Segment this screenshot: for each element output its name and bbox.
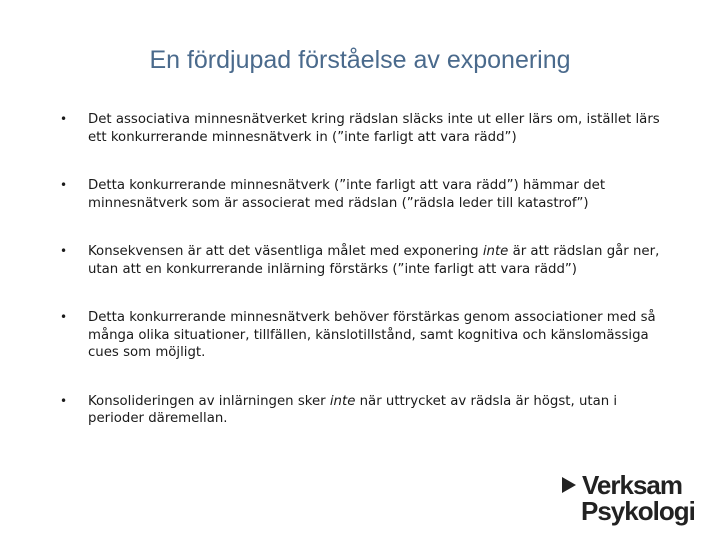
logo-line-1: Verksam [582, 470, 682, 500]
bullet-item [60, 243, 660, 278]
bullet-text-emphasis: inte [329, 393, 356, 409]
slide-title: En fördjupad förståelse av exponering [149, 46, 571, 74]
bullet-text [88, 177, 660, 212]
bullet-marker: • [60, 112, 68, 126]
play-arrow-icon [562, 477, 576, 493]
bullet-text-part: är att rädslan går ner, utan att en konkurrerande inlärning förstärks (”inte farligt att vara rädd”) [88, 244, 660, 277]
bullet-text-part: Konsolideringen av inlärningen sker [88, 393, 330, 409]
bullet-text [88, 393, 660, 428]
bullet-list [60, 111, 660, 459]
bullet-text-emphasis: inte [482, 244, 509, 259]
bullet-item [60, 111, 660, 146]
bullet-text-part: Detta konkurrerande minnesnätverk (”inte farligt att vara rädd”) hämmar det minnesnätverk som är associerat med rädslan (”rädsla leder till katastrof”) [88, 178, 606, 211]
logo-line-2: Psykologi [581, 496, 695, 526]
bullet-item [60, 177, 660, 212]
bullet-text-part: när uttrycket av rädsla är högst, utan i perioder däremellan. [88, 393, 618, 426]
bullet-text-part: Det associativa minnesnätverket kring rädslan släcks inte ut eller lärs om, istället lärs ett konkurrerande minnesnätverk in (”inte farligt att vara rädd”) [88, 112, 660, 145]
bullet-text [88, 309, 660, 362]
bullet-text-part: Detta konkurrerande minnesnätverk behöver förstärkas genom associationer med så många olika situationer, tillfällen, känslotillstånd, samt kognitiva och känslomässiga cues som möjligt. [88, 310, 656, 360]
bullet-text [88, 111, 660, 146]
bullet-item [60, 393, 660, 428]
bullet-marker: • [60, 244, 68, 258]
bullet-item [60, 309, 660, 362]
bullet-marker: • [60, 393, 68, 408]
bullet-marker: • [60, 310, 68, 324]
bullet-marker: • [60, 178, 68, 192]
verksam-psykologi-logo [560, 472, 695, 524]
bullet-text [88, 243, 660, 278]
bullet-text-part: Konsekvensen är att det väsentliga målet med exponering [88, 244, 483, 259]
